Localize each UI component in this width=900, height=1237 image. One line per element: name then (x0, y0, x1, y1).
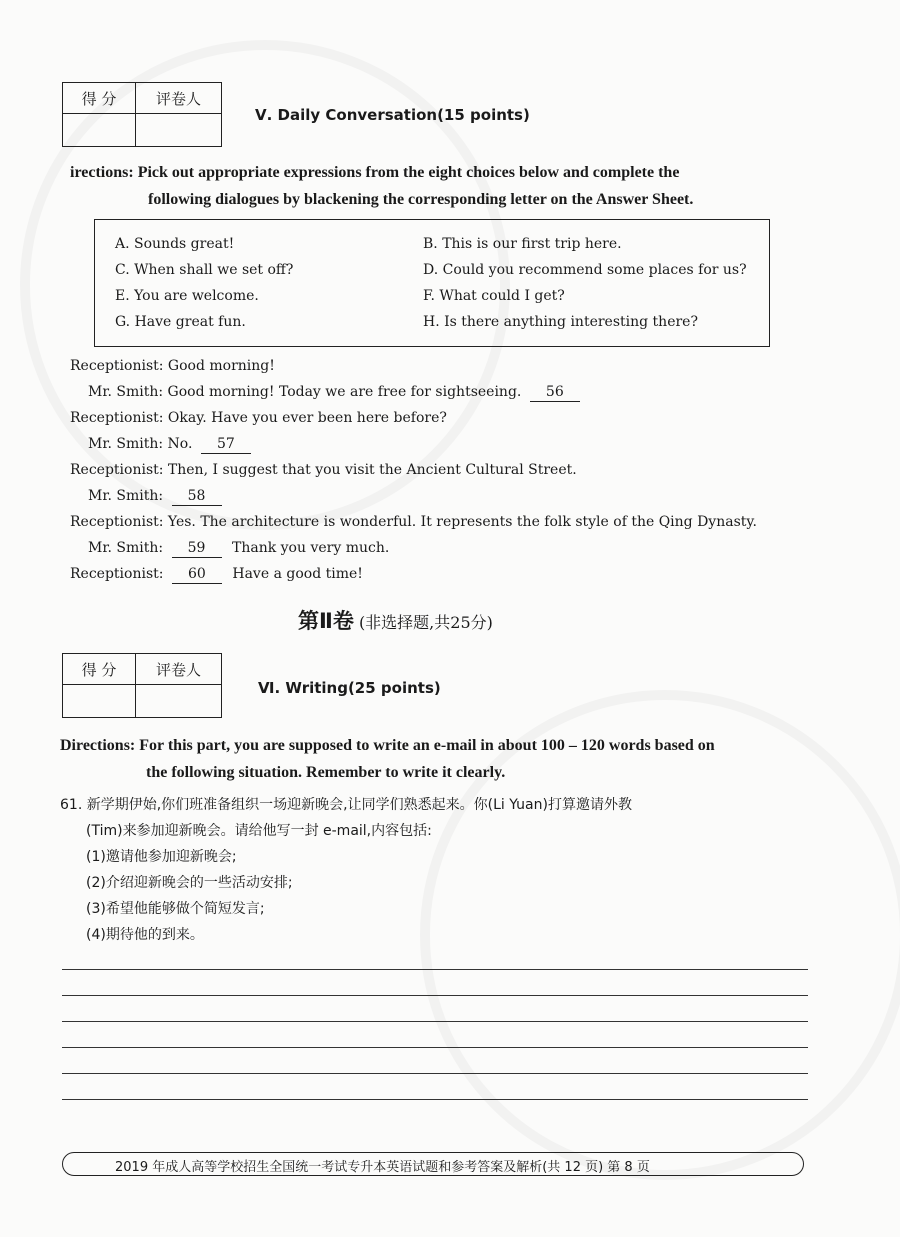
requirement-3: (3)希望他能够做个简短发言; (86, 901, 265, 917)
line-text: Yes. The architecture is wonderful. It represents the folk style of the Qing Dynasty. (167, 514, 757, 530)
answer-blank-58: 58 (172, 488, 222, 506)
dialogue-line-8 (88, 540, 389, 558)
grader-cell (136, 114, 222, 147)
section6-title: Ⅵ. Writing(25 points) (258, 679, 441, 697)
line-after: Thank you very much. (232, 540, 390, 556)
choice-g: G. Have great fun. (115, 314, 246, 330)
writing-line[interactable] (62, 1073, 808, 1074)
choice-b: B. This is our first trip here. (423, 236, 622, 252)
answer-blank-57: 57 (201, 436, 251, 454)
choice-h: H. Is there anything interesting there? (423, 314, 698, 330)
directions-line2: the following situation. Remember to write it clearly. (146, 764, 506, 781)
section5-directions (70, 159, 810, 213)
page-footer (62, 1152, 804, 1176)
answer-blank-56: 56 (530, 384, 580, 402)
choice-d: D. Could you recommend some places for us? (423, 262, 747, 278)
part2-subtitle: (非选择题,共25分) (358, 613, 493, 632)
footer-text: 2019 年成人高等学校招生全国统一考试专升本英语试题和参考答案及解析(共 12 页) 第 8 页 (115, 1160, 650, 1175)
choice-e: E. You are welcome. (115, 288, 259, 304)
question-61-line1: 61. 新学期伊始,你们班准备组织一场迎新晚会,让同学们熟悉起来。你(Li Yuan)打算邀请外教 (60, 797, 632, 813)
score-table-6 (62, 653, 222, 718)
grader-cell (136, 685, 222, 718)
writing-line[interactable] (62, 1099, 808, 1100)
writing-line[interactable] (62, 995, 808, 996)
line-after: Have a good time! (232, 566, 363, 582)
speaker: Mr. Smith: (88, 540, 164, 556)
speaker: Receptionist: (70, 514, 164, 530)
part2-heading (298, 605, 493, 635)
line-text: Good morning! (167, 358, 275, 374)
writing-line[interactable] (62, 1047, 808, 1048)
writing-line[interactable] (62, 1021, 808, 1022)
speaker: Receptionist: (70, 410, 164, 426)
speaker: Receptionist: (70, 358, 164, 374)
requirement-2: (2)介绍迎新晚会的一些活动安排; (86, 875, 293, 891)
line-text: No. (167, 436, 193, 452)
choice-a: A. Sounds great! (115, 236, 235, 252)
directions-label: Directions: (60, 737, 136, 754)
directions-label: irections: (70, 164, 134, 181)
grader-label: 评卷人 (136, 83, 222, 114)
speaker: Mr. Smith: (88, 436, 164, 452)
speaker: Receptionist: (70, 566, 164, 582)
section5-title: Ⅴ. Daily Conversation(15 points) (255, 106, 530, 124)
section6-directions (60, 732, 810, 786)
directions-line1: Pick out appropriate expressions from the eight choices below and complete the (137, 164, 680, 181)
answer-blank-60: 60 (172, 566, 222, 584)
dialogue-line-1 (70, 358, 275, 374)
score-table-5 (62, 82, 222, 147)
requirement-1: (1)邀请他参加迎新晚会; (86, 849, 237, 865)
dialogue-line-7 (70, 514, 757, 530)
grader-label: 评卷人 (136, 654, 222, 685)
choice-c: C. When shall we set off? (115, 262, 294, 278)
line-text: Then, I suggest that you visit the Ancient Cultural Street. (167, 462, 577, 478)
directions-line2: following dialogues by blackening the corresponding letter on the Answer Sheet. (148, 191, 694, 208)
dialogue-line-5 (70, 462, 577, 478)
writing-line[interactable] (62, 969, 808, 970)
answer-blank-59: 59 (172, 540, 222, 558)
line-text: Okay. Have you ever been here before? (167, 410, 447, 426)
choices-box (94, 219, 770, 347)
requirement-4: (4)期待他的到来。 (86, 927, 204, 943)
directions-line1: For this part, you are supposed to write an e-mail in about 100 – 120 words based on (139, 737, 715, 754)
dialogue-line-6 (88, 488, 228, 506)
line-text: Good morning! Today we are free for sightseeing. (167, 384, 522, 400)
score-label: 得 分 (63, 83, 136, 114)
question-61-line2: (Tim)来参加迎新晚会。请给他写一封 e-mail,内容包括: (86, 823, 432, 839)
speaker: Mr. Smith: (88, 384, 164, 400)
score-cell (63, 114, 136, 147)
speaker: Mr. Smith: (88, 488, 164, 504)
dialogue-line-9 (70, 566, 363, 584)
score-label: 得 分 (63, 654, 136, 685)
dialogue-line-2 (88, 384, 586, 402)
dialogue-line-3 (70, 410, 447, 426)
choice-f: F. What could I get? (423, 288, 565, 304)
part2-title: 第Ⅱ卷 (298, 609, 354, 633)
speaker: Receptionist: (70, 462, 164, 478)
score-cell (63, 685, 136, 718)
dialogue-line-4 (88, 436, 257, 454)
